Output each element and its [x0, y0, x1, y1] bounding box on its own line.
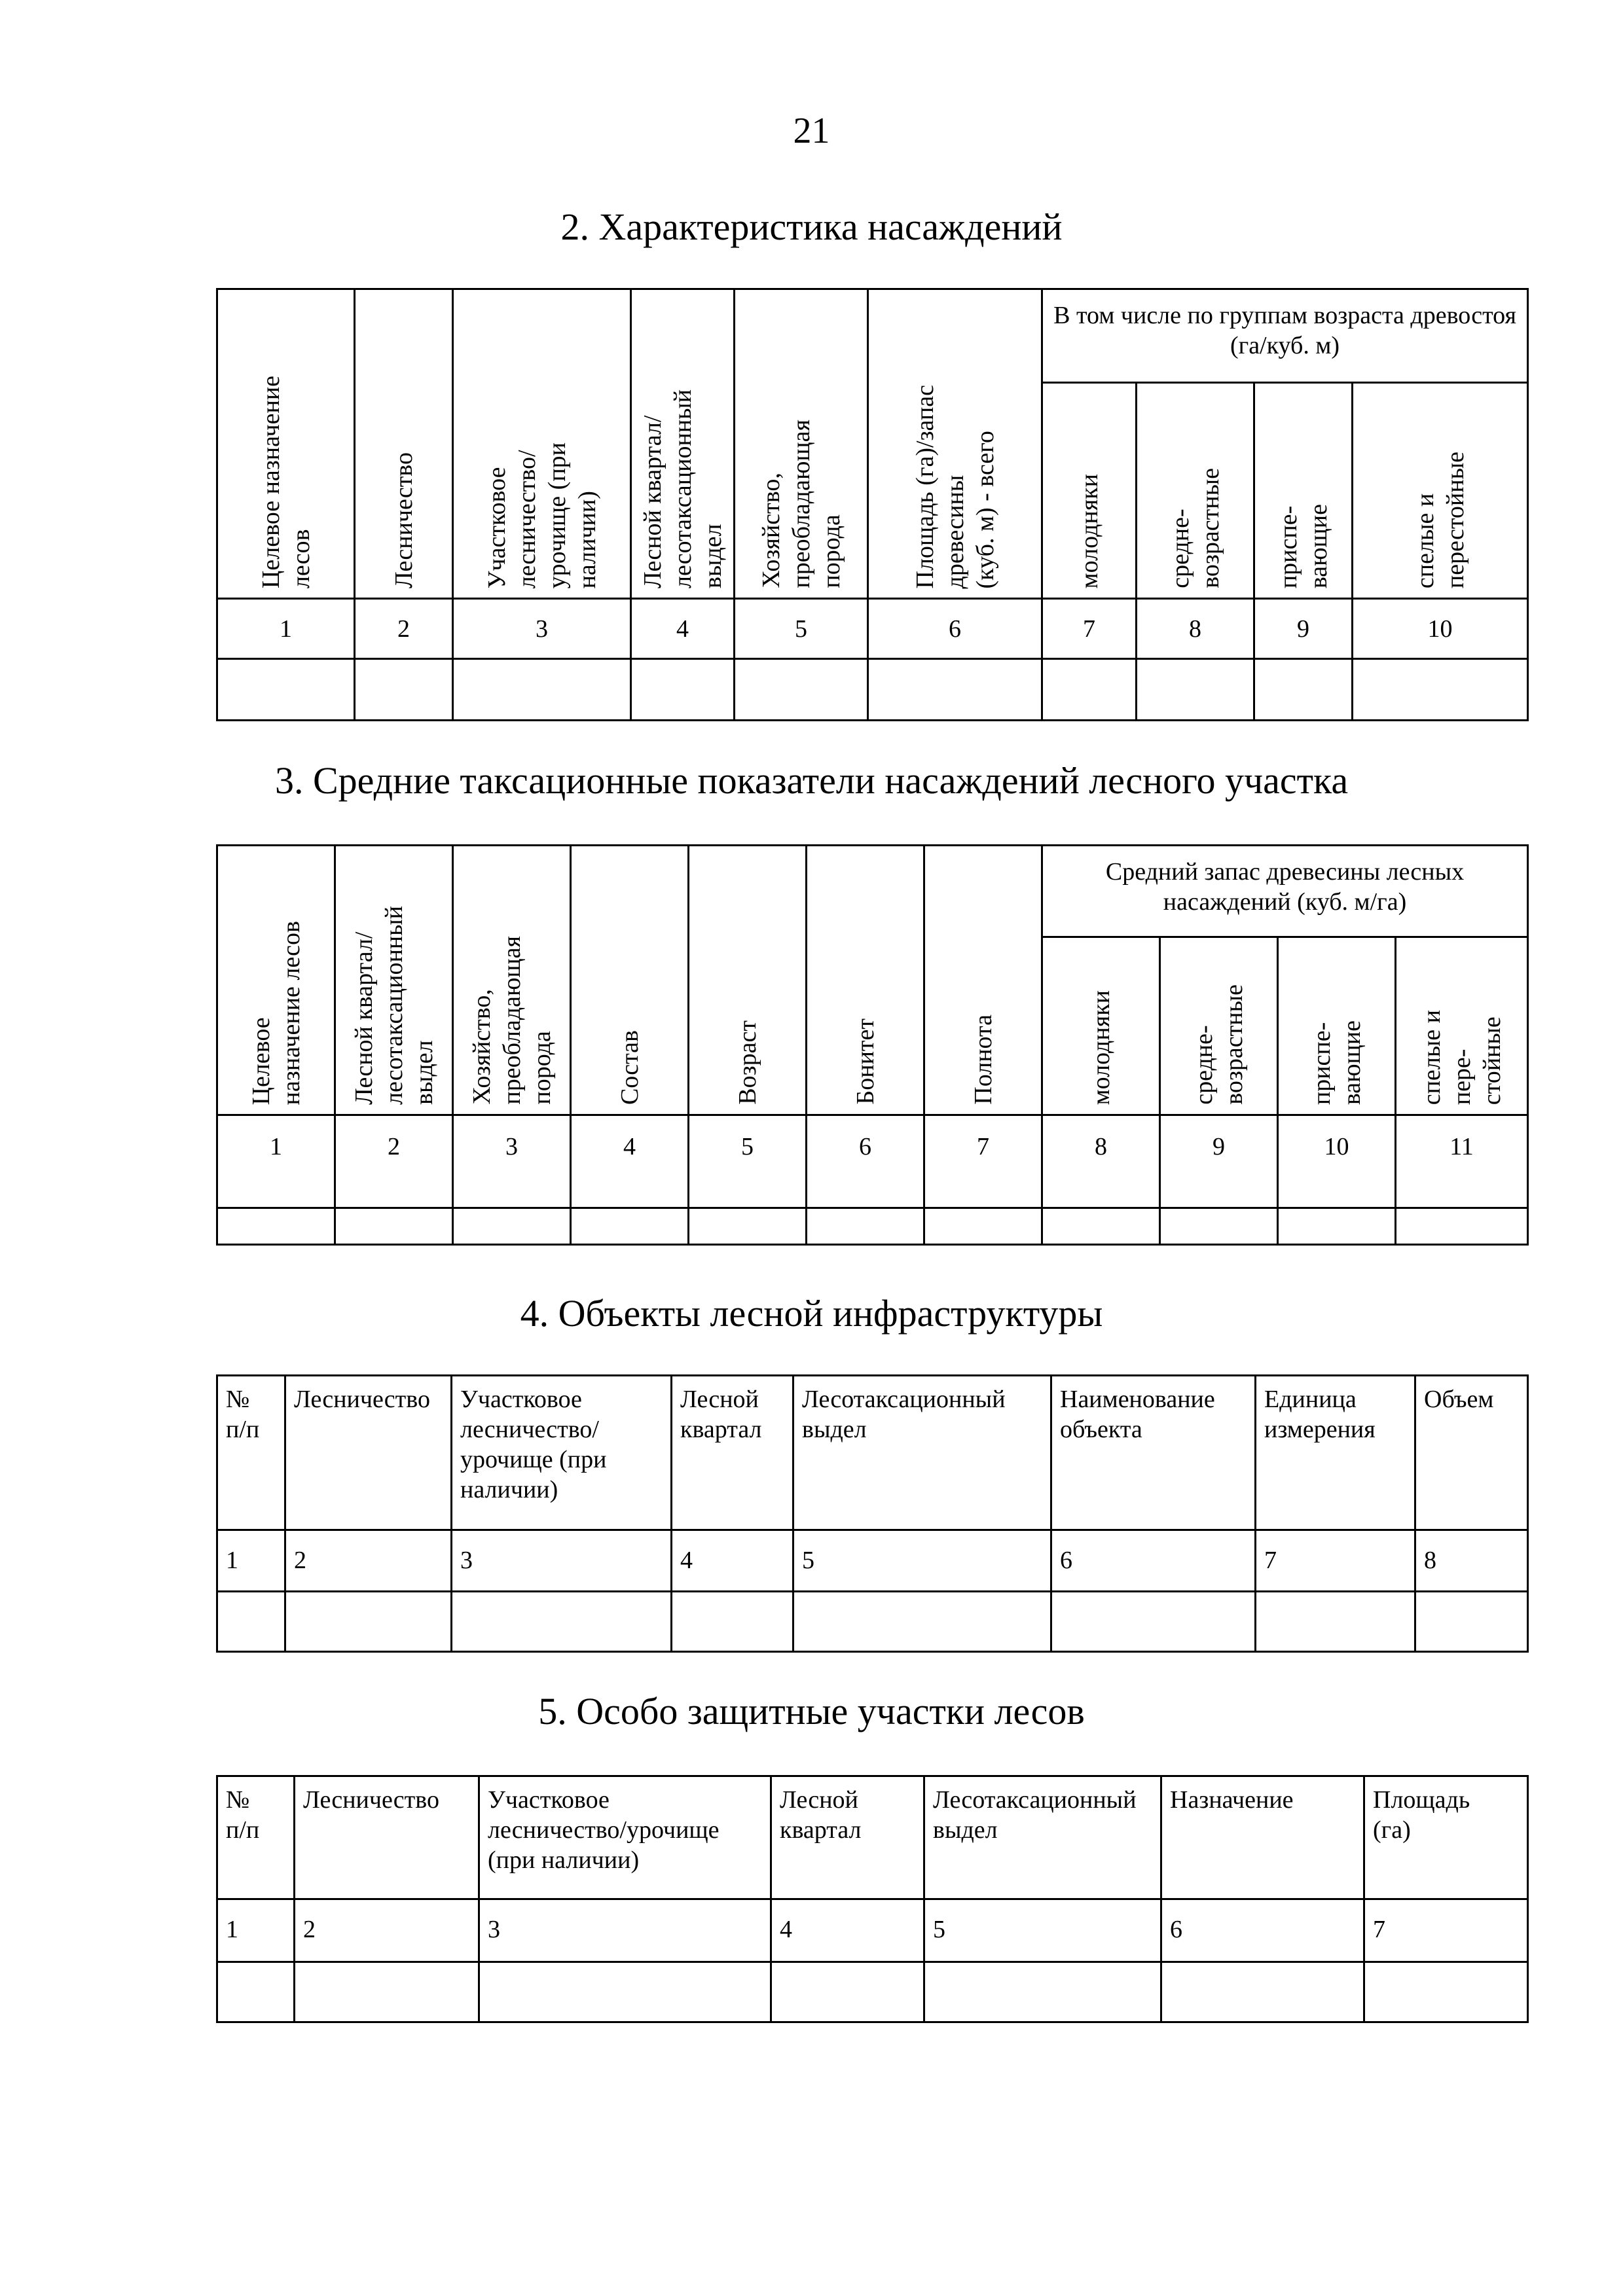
s2-header-species: Хозяйство, преобладающая порода	[735, 289, 868, 599]
s2-col-number: 4	[631, 599, 735, 659]
s2-col-number: 1	[217, 599, 355, 659]
s3-empty-cell[interactable]	[807, 1208, 924, 1245]
s2-empty-cell[interactable]	[1254, 659, 1353, 721]
s4-header-district: Участковое лесничество/ урочище (при наличии)	[452, 1376, 672, 1530]
s4-header-object-name: Наименование объекта	[1051, 1376, 1256, 1530]
section5-table	[216, 1775, 1529, 2023]
s2-empty-cell[interactable]	[1137, 659, 1254, 721]
s4-empty-cell[interactable]	[452, 1592, 672, 1652]
s5-header-purpose: Назначение	[1161, 1776, 1364, 1899]
s5-header-forestry: Лесничество	[295, 1776, 479, 1899]
s4-empty-cell[interactable]	[672, 1592, 793, 1652]
s4-header-unit: Единица измерения	[1256, 1376, 1415, 1530]
s3-header-age: Возраст	[689, 846, 807, 1115]
s2-col-number: 5	[735, 599, 868, 659]
s2-subheader-middle: средне- возрастные	[1137, 382, 1254, 598]
s3-col-number: 1	[217, 1115, 335, 1208]
s3-empty-cell[interactable]	[1396, 1208, 1528, 1245]
s5-col-number: 6	[1161, 1899, 1364, 1962]
s2-header-age-groups: В том числе по группам возраста древостоя (га/куб. м)	[1042, 289, 1528, 383]
s2-empty-cell[interactable]	[453, 659, 631, 721]
s3-col-number: 7	[924, 1115, 1042, 1208]
s2-col-number: 10	[1353, 599, 1528, 659]
s2-col-number: 7	[1042, 599, 1137, 659]
s3-empty-cell[interactable]	[335, 1208, 453, 1245]
section4-title: 4. Объекты лесной инфраструктуры	[520, 1292, 1103, 1335]
s4-col-number: 4	[672, 1530, 793, 1592]
s2-header-block: Лесной квартал/ лесотаксационный выдел	[631, 289, 735, 599]
s4-col-number: 7	[1256, 1530, 1415, 1592]
s4-empty-cell[interactable]	[1415, 1592, 1528, 1652]
s3-header-species: Хозяйство, преобладающая порода	[453, 846, 571, 1115]
s3-empty-cell[interactable]	[1160, 1208, 1278, 1245]
s3-empty-cell[interactable]	[1278, 1208, 1396, 1245]
s5-empty-cell[interactable]	[295, 1962, 479, 2022]
s2-header-forestry: Лесничество	[355, 289, 453, 599]
s4-header-forestry: Лесничество	[285, 1376, 452, 1530]
s5-header-block: Лесной квартал	[771, 1776, 924, 1899]
s4-empty-cell[interactable]	[1051, 1592, 1256, 1652]
s3-subheader-middle: средне- возрастные	[1160, 937, 1278, 1115]
s4-col-number: 6	[1051, 1530, 1256, 1592]
page-number: 21	[793, 111, 830, 151]
s2-col-number: 8	[1137, 599, 1254, 659]
s2-header-purpose: Целевое назначение лесов	[217, 289, 355, 599]
s5-header-subcompartment: Лесотаксационный выдел	[924, 1776, 1161, 1899]
s5-empty-cell[interactable]	[217, 1962, 295, 2022]
s2-empty-cell[interactable]	[735, 659, 868, 721]
s2-empty-cell[interactable]	[631, 659, 735, 721]
s3-header-purpose: Целевое назначение лесов	[217, 846, 335, 1115]
s4-header-block: Лесной квартал	[672, 1376, 793, 1530]
s5-empty-cell[interactable]	[1364, 1962, 1528, 2022]
s2-empty-cell[interactable]	[355, 659, 453, 721]
section3-title: 3. Средние таксационные показатели насаждений лесного участка	[274, 759, 1349, 802]
s5-col-number: 5	[924, 1899, 1161, 1962]
s5-header-district: Участковое лесничество/урочище (при наличии)	[479, 1776, 771, 1899]
s4-empty-cell[interactable]	[793, 1592, 1051, 1652]
s4-empty-cell[interactable]	[217, 1592, 285, 1652]
s4-header-index: № п/п	[217, 1376, 285, 1530]
s2-subheader-young: молодняки	[1042, 382, 1137, 598]
s3-header-block: Лесной квартал/ лесотаксационный выдел	[335, 846, 453, 1115]
s3-col-number: 10	[1278, 1115, 1396, 1208]
s3-col-number: 11	[1396, 1115, 1528, 1208]
section2-table	[216, 288, 1529, 721]
s4-empty-cell[interactable]	[1256, 1592, 1415, 1652]
s3-empty-cell[interactable]	[453, 1208, 571, 1245]
s3-col-number: 4	[571, 1115, 689, 1208]
s2-col-number: 2	[355, 599, 453, 659]
section5-title: 5. Особо защитные участки лесов	[538, 1690, 1085, 1732]
section2-title: 2. Характеристика насаждений	[560, 206, 1063, 248]
s3-empty-cell[interactable]	[217, 1208, 335, 1245]
s3-header-density: Полнота	[924, 846, 1042, 1115]
s5-col-number: 7	[1364, 1899, 1528, 1962]
s4-header-volume: Объем	[1415, 1376, 1528, 1530]
s3-empty-cell[interactable]	[1042, 1208, 1160, 1245]
s3-header-bonitet: Бонитет	[807, 846, 924, 1115]
s2-empty-cell[interactable]	[1042, 659, 1137, 721]
s3-header-composition: Состав	[571, 846, 689, 1115]
s5-empty-cell[interactable]	[924, 1962, 1161, 2022]
s3-empty-cell[interactable]	[689, 1208, 807, 1245]
s5-empty-cell[interactable]	[771, 1962, 924, 2022]
s2-empty-cell[interactable]	[868, 659, 1042, 721]
s3-subheader-young: молодняки	[1042, 937, 1160, 1115]
s5-col-number: 1	[217, 1899, 295, 1962]
s3-col-number: 5	[689, 1115, 807, 1208]
s3-col-number: 2	[335, 1115, 453, 1208]
s5-empty-cell[interactable]	[479, 1962, 771, 2022]
section3-table	[216, 844, 1529, 1246]
s2-empty-cell[interactable]	[1353, 659, 1528, 721]
s5-header-area: Площадь (га)	[1364, 1776, 1528, 1899]
section4-table	[216, 1374, 1529, 1653]
s3-subheader-maturing: приспе- вающие	[1278, 937, 1396, 1115]
s4-header-subcompartment: Лесотаксационный выдел	[793, 1376, 1051, 1530]
s2-subheader-maturing: приспе- вающие	[1254, 382, 1353, 598]
s3-subheader-mature: спелые и пере- стойные	[1396, 937, 1528, 1115]
s4-col-number: 8	[1415, 1530, 1528, 1592]
s2-col-number: 9	[1254, 599, 1353, 659]
s2-subheader-mature: спелые и перестойные	[1353, 382, 1528, 598]
s2-col-number: 3	[453, 599, 631, 659]
s4-col-number: 2	[285, 1530, 452, 1592]
s2-header-district: Участковое лесничество/ урочище (при наличии)	[453, 289, 631, 599]
s4-empty-cell[interactable]	[285, 1592, 452, 1652]
s2-empty-cell[interactable]	[217, 659, 355, 721]
s3-col-number: 9	[1160, 1115, 1278, 1208]
s3-empty-cell[interactable]	[571, 1208, 689, 1245]
s3-col-number: 3	[453, 1115, 571, 1208]
s4-col-number: 3	[452, 1530, 672, 1592]
s5-col-number: 4	[771, 1899, 924, 1962]
s5-col-number: 2	[295, 1899, 479, 1962]
s2-header-area: Площадь (га)/запас древесины (куб. м) - всего	[868, 289, 1042, 599]
s5-col-number: 3	[479, 1899, 771, 1962]
s3-header-stock-group: Средний запас древесины лесных насаждений (куб. м/га)	[1042, 846, 1528, 937]
s5-header-index: № п/п	[217, 1776, 295, 1899]
s3-col-number: 6	[807, 1115, 924, 1208]
s3-empty-cell[interactable]	[924, 1208, 1042, 1245]
s4-col-number: 5	[793, 1530, 1051, 1592]
s5-empty-cell[interactable]	[1161, 1962, 1364, 2022]
s3-col-number: 8	[1042, 1115, 1160, 1208]
s4-col-number: 1	[217, 1530, 285, 1592]
s2-col-number: 6	[868, 599, 1042, 659]
